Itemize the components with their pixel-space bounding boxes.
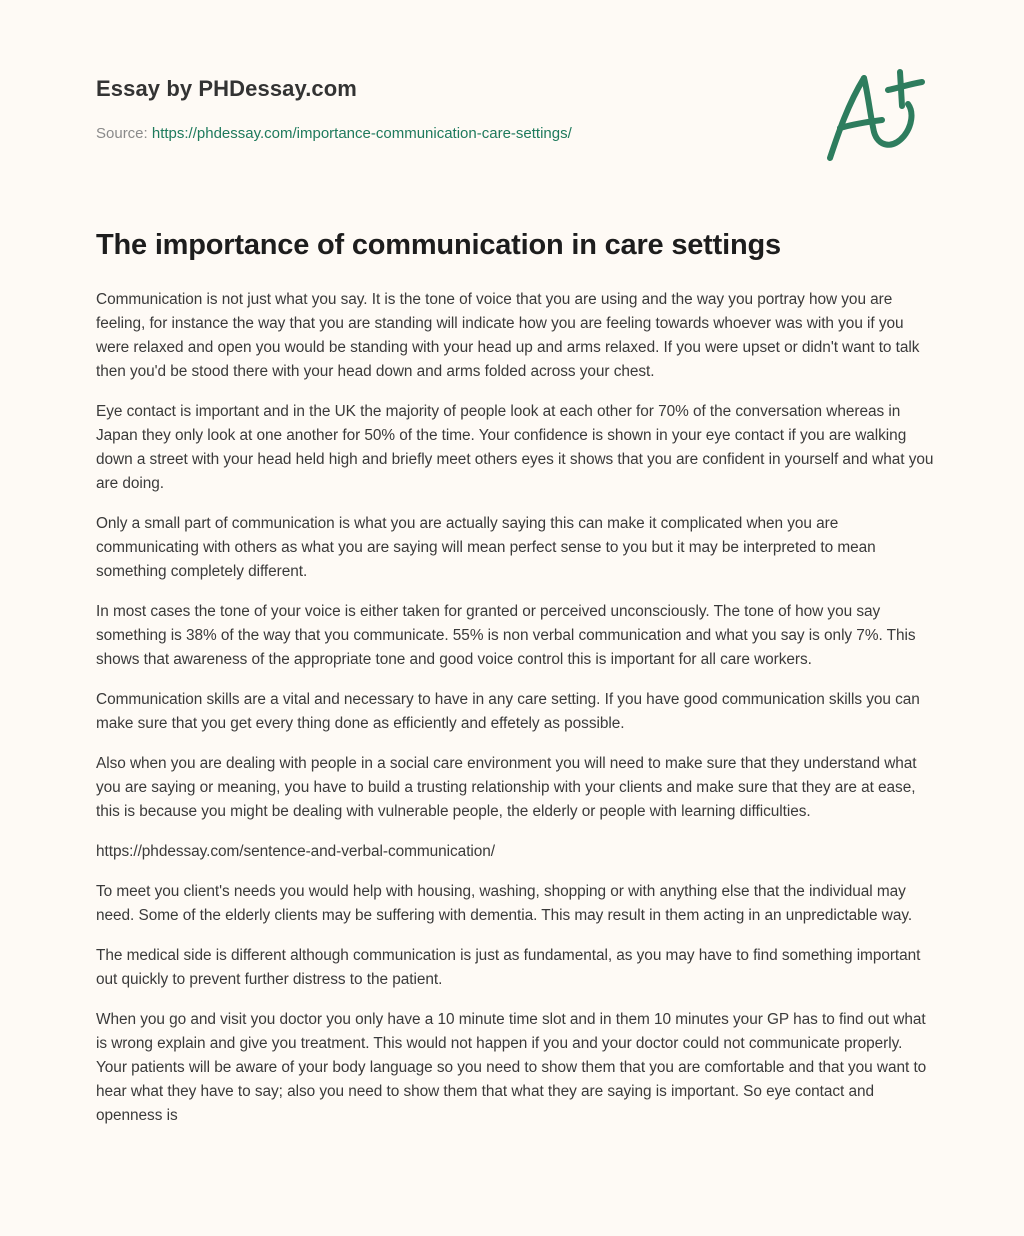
essay-paragraph: When you go and visit you doctor you only have a 10 minute time slot and in them 10 minutes your GP has to find out what is wrong explain and give you treatment. This would not happen if you and your doctor could not communicate properly. Your patients will be aware of your body language so you need to show them that you are comfortable and that you want to hear what they have to say; also you need to show them that what they are saying is important. So eye contact and openness is — [96, 1011, 927, 1124]
a-plus-grade-icon — [818, 64, 933, 169]
essay-paragraph: To meet you client's needs you would help with housing, washing, shopping or with anything else that the individual may need. Some of the elderly clients may be suffering with dementia. This may result in them acting in an unpredictable way. — [96, 883, 913, 924]
essay-content — [96, 224, 936, 1144]
related-essay-url: https://phdessay.com/sentence-and-verbal-communication/ — [96, 843, 496, 860]
essay-title: The importance of communication in care settings — [96, 229, 781, 261]
essay-paragraph: The medical side is different although communication is just as fundamental, as you may have to find something important out quickly to prevent further distress to the patient. — [96, 947, 921, 988]
page-header — [96, 74, 796, 144]
essay-paragraph: Eye contact is important and in the UK the majority of people look at each other for 70% of the conversation whereas in Japan they only look at one another for 50% of the time. Your confidence is shown in your eye contact if you are walking down a street with your head held high and briefly meet others eyes it shows that you are confident in yourself and what you are doing. — [96, 403, 934, 492]
source-label: Source: — [96, 125, 148, 142]
essay-paragraph: Only a small part of communication is what you are actually saying this can make it complicated when you are communicating with others as what you are saying will mean perfect sense to you but it may be interpreted to mean something completely different. — [96, 515, 876, 580]
essay-paragraph: Communication skills are a vital and necessary to have in any care setting. If you have good communication skills you can make sure that you get every thing done as efficiently and effetely as possible. — [96, 691, 920, 732]
essay-paragraph: In most cases the tone of your voice is either taken for granted or perceived unconsciously. The tone of how you say something is 38% of the way that you communicate. 55% is non verbal communication and what you say is only 7%. This shows that awareness of the appropriate tone and good voice control this is important for all care workers. — [96, 603, 916, 668]
site-title: Essay by PHDessay.com — [96, 76, 357, 101]
source-link[interactable]: https://phdessay.com/importance-communication-care-settings/ — [151, 125, 572, 142]
essay-paragraph: Also when you are dealing with people in a social care environment you will need to make sure that they understand what you are saying or meaning, you have to build a trusting relationship with your clients and make sure that they are at ease, this is because you might be dealing with vulnerable people, the elderly or people with learning difficulties. — [96, 755, 917, 820]
essay-paragraph: Communication is not just what you say. It is the tone of voice that you are using and the way you portray how you are feeling, for instance the way that you are standing will indicate how you are feeling towards whoever was with you if you were relaxed and open you would be standing with your head up and arms relaxed. If you were upset or didn't want to talk then you'd be stood there with your head down and arms folded across your chest. — [96, 291, 920, 380]
source-line — [96, 124, 796, 144]
